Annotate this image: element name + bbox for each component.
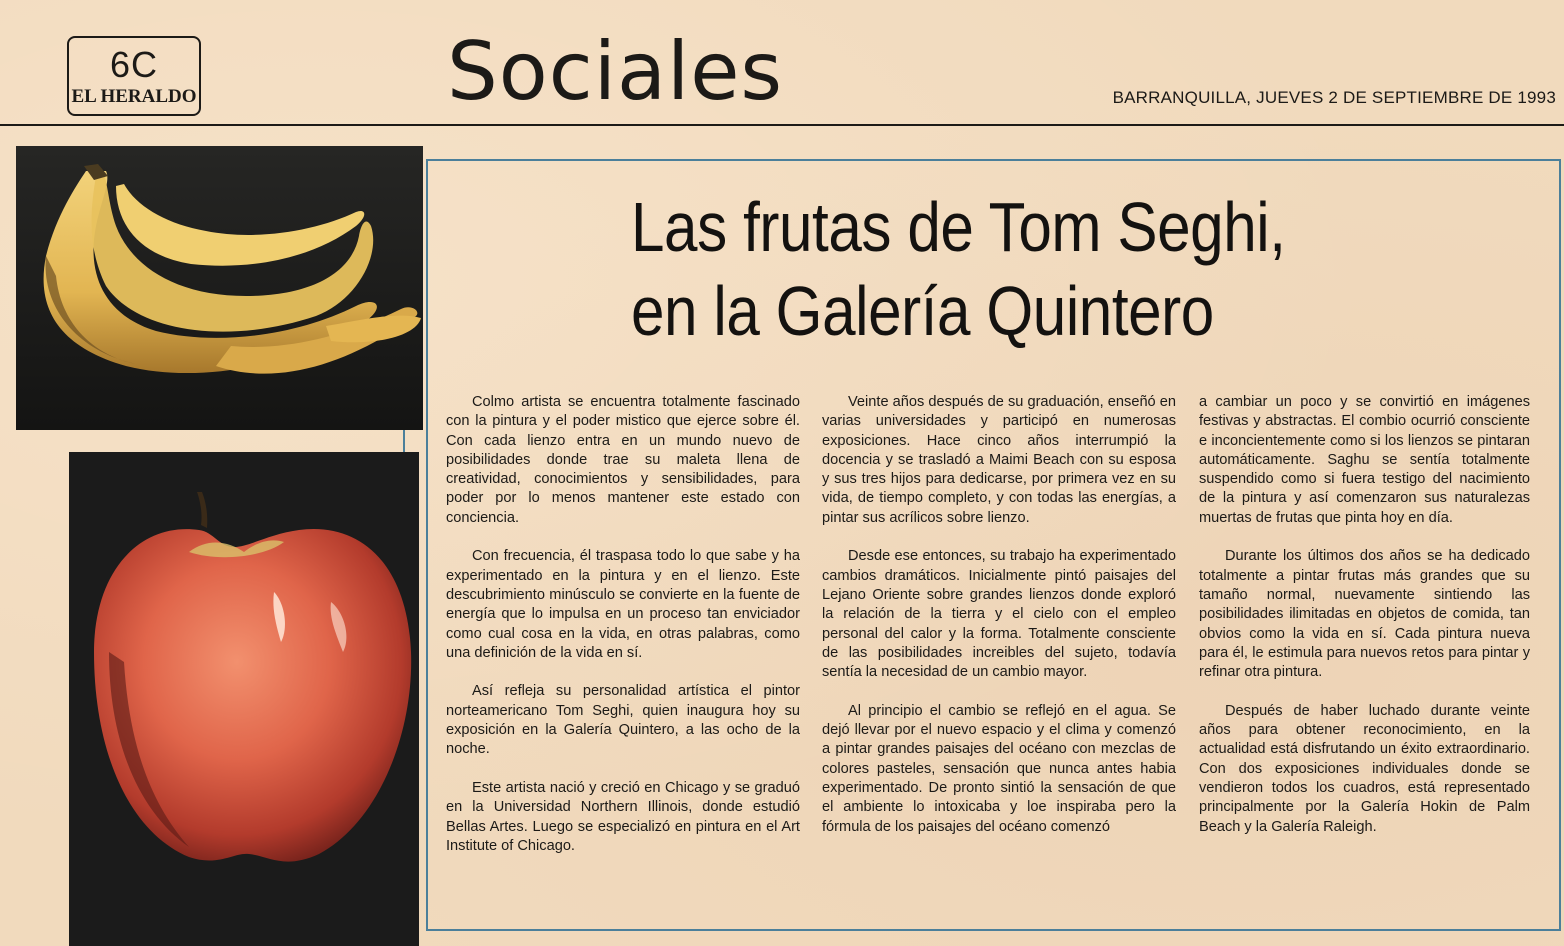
article-column-1 (446, 393, 800, 875)
newspaper-name: EL HERALDO (71, 86, 197, 107)
paragraph: Veinte años después de su graduación, enseñó en varias universidades y participó en numerosas exposiciones. Hace cinco años interrumpió la docencia y se trasladó a Maimi Beach con su esposa y sus tres hijos para dedicarse, por primera vez en su vida, de tiempo completo, y con todas las energías, a pintar sus acrílicos sobre lienzo. (822, 394, 1176, 526)
paragraph: Desde ese entonces, su trabajo ha experimentado cambios dramáticos. Inicialmente pintó paisajes del Lejano Oriente sobre grandes lienzos donde exploró la relación de la tierra y el cielo con el empleo personal del calor y la forma. Totalmente consciente de las posibilidades increibles del sujeto, todavía sentía la necesidad de un cambio mayor. (822, 548, 1176, 681)
article-column-2 (822, 393, 1176, 856)
paragraph: Colmo artista se encuentra totalmente fascinado con la pintura y el poder mistico que ejerce sobre él. Con cada lienzo entra en un mundo nuevo de posibilidades donde trae su maleta llena de creatividad, conocimientos y sensibilidades, para poder por lo menos mantener este estado con conciencia. (446, 394, 800, 526)
masthead-rule (0, 124, 1564, 126)
section-title: Sociales (447, 25, 784, 118)
apple-photo (69, 452, 419, 946)
paragraph: Al principio el cambio se reflejó en el agua. Se dejó llevar por el nuevo espacio y el clima y comenzó a pintar grandes paisajes del océano con mezclas de colores pasteles, sensación que nunca antes habia experimentado. De pronto sintió la sensación de que el ambiente lo intoxicaba y loe inspiraba pero la fórmula de los paisajes del océano comenzó (822, 702, 1176, 835)
page-number: 6C (109, 44, 159, 85)
paragraph: Así refleja su personalidad artística el pintor norteamericano Tom Seghi, quien inaugura hoy su exposición en la Galería Quintero, a las ocho de la noche. (446, 683, 800, 758)
page-number-box (67, 36, 201, 116)
paragraph: Después de haber luchado durante veinte años para obtener reconocimiento, en la actualidad está disfrutando un éxito extraordinario. Con dos exposiciones individuales donde se vendieron todos los cuadros, está representado principalmente por la Galería Hokin de Palm Beach y la Galería Raleigh. (1199, 702, 1530, 835)
paragraph: Con frecuencia, él traspasa todo lo que sabe y ha experimentado en la pintura y en el lienzo. Este descubrimiento minúsculo se convierte en la fuente de energía que lo impulsa en un proceso tan enviciador como cual cosa en la vida, en otras palabras, como una definición de la vida en sí. (446, 548, 800, 661)
dateline: BARRANQUILLA, JUEVES 2 DE SEPTIEMBRE DE 1993 (1112, 88, 1556, 107)
headline-line-1: Las frutas de Tom Seghi, (631, 188, 1286, 266)
article-column-3 (1199, 393, 1530, 856)
article-headline (631, 185, 1286, 353)
paragraph: Este artista nació y creció en Chicago y se graduó en la Universidad Northern Illinois, donde estudió Bellas Artes. Luego se especializó en pintura en el Art Institute of Chicago. (446, 779, 800, 854)
bananas-illustration (16, 146, 423, 430)
frame-connector (403, 430, 405, 452)
paragraph: a cambiar un poco y se convirtió en imágenes festivas y abstractas. El combio ocurrió consciente e inconcientemente como si los lienzos se pintaran automáticamente. Saghu se sentía totalmente suspendido como si fuera testigo del nacimiento de la pintura y así comenzaron sus naturalezas muertas de frutas que pinta hoy en día. (1199, 394, 1530, 526)
apple-illustration (69, 452, 419, 946)
headline-line-2: en la Galería Quintero (631, 272, 1214, 350)
paragraph: Durante los últimos dos años se ha dedicado totalmente a pintar frutas más grandes que su tamaño normal, nuevamente sintiendo las posibilidades ilimitadas en objetos de comida, tan obvios como la vida en sí. Cada pintura nueva para él, le estimula para nuevos retos para pintar y refinar otra pintura. (1199, 548, 1530, 681)
bananas-photo (16, 146, 423, 430)
